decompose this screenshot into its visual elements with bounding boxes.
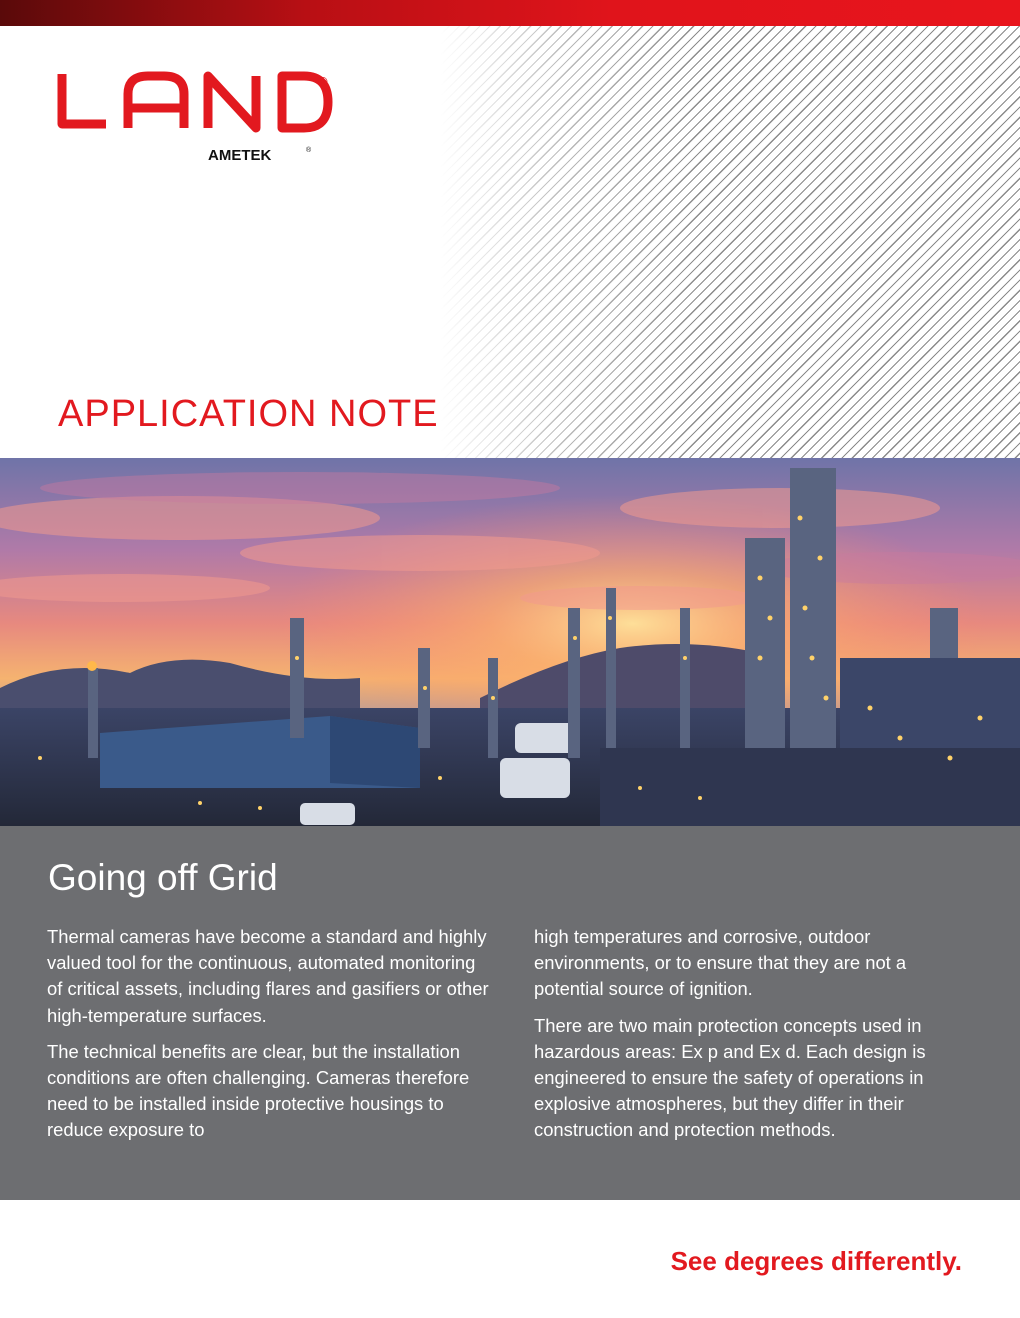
- svg-text:®: ®: [306, 147, 312, 154]
- body-paragraph: Thermal cameras have become a standard and highly valued tool for the continuous, automated monitoring of critical assets, including flares and gasifiers or other high-temperature surfaces.: [47, 926, 489, 1026]
- refinery-sunset-photo: [0, 458, 1020, 826]
- diagonal-stripe-pattern: [440, 26, 1020, 458]
- body-paragraph: There are two main protection concepts used in hazardous areas: Ex p and Ex d. Each design is engineered to ensure the safety of operations in explosive atmospheres, but they differ in their construction and protection methods.: [534, 1014, 926, 1141]
- svg-text:®: ®: [318, 74, 328, 89]
- body-column-left: [47, 924, 489, 1154]
- brand-tagline: See degrees differently.: [670, 1246, 962, 1276]
- body-paragraph: The technical benefits are clear, but the installation conditions are often challenging. Cameras therefore need to be installed inside protective housings to reduce exposure to: [47, 1040, 470, 1141]
- article-title: Going off Grid: [48, 857, 278, 898]
- land-ametek-logo: [56, 70, 336, 170]
- document-type-heading: APPLICATION NOTE: [58, 393, 439, 435]
- body-column-right: [534, 924, 976, 1154]
- svg-text:AMETEK: AMETEK: [208, 147, 272, 164]
- body-paragraph: high temperatures and corrosive, outdoor environments, or to ensure that they are not a potential source of ignition.: [534, 926, 907, 1000]
- top-accent-bar: [0, 0, 1020, 26]
